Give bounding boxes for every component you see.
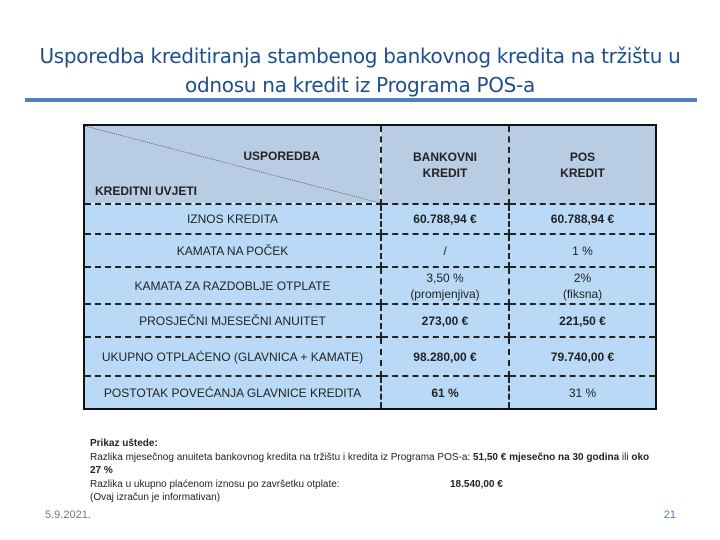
row-label: POSTOTAK POVEĆANJA GLAVNICE KREDITA xyxy=(84,376,381,409)
pos-value: 31 % xyxy=(509,376,656,409)
header-bank-credit: BANKOVNI KREDIT xyxy=(381,125,509,204)
table-row xyxy=(84,234,656,267)
table-row xyxy=(84,304,656,337)
pos-value: 1 % xyxy=(509,234,656,267)
corner-top-label: USPOREDBA xyxy=(243,149,320,163)
row-label: KAMATA NA POČEK xyxy=(84,234,381,267)
comparison-table xyxy=(83,124,657,410)
bank-value: 98.280,00 € xyxy=(381,337,509,376)
row-label: KAMATA ZA RAZDOBLJE OTPLATE xyxy=(84,267,381,304)
row-label: UKUPNO OTPLAĆENO (GLAVNICA + KAMATE) xyxy=(84,337,381,376)
savings-notes xyxy=(90,437,650,505)
bank-value: 273,00 € xyxy=(381,304,509,337)
total-difference: 18.540,00 € xyxy=(450,478,503,490)
pos-value: 2% (fiksna) xyxy=(509,267,656,304)
notes-line-2: Razlika u ukupno plaćenom iznosu po završetku otplate: 18.540,00 € xyxy=(90,478,503,490)
bank-value: / xyxy=(381,234,509,267)
slide-title: Usporedba kreditiranja stambenog bankovnog kredita na tržištu u odnosu na kredit iz Programa POS-a xyxy=(39,44,681,97)
slide-date: 5.9.2021. xyxy=(45,509,91,521)
table-row xyxy=(84,204,656,234)
pos-value: 79.740,00 € xyxy=(509,337,656,376)
notes-line-3: (Ovaj izračun je informativan) xyxy=(90,492,221,503)
row-label: PROSJEČNI MJESEČNI ANUITET xyxy=(84,304,381,337)
header-pos-credit: POS KREDIT xyxy=(509,125,656,204)
table-row xyxy=(84,376,656,409)
bank-value: 60.788,94 € xyxy=(381,204,509,234)
page-number: 21 xyxy=(663,509,676,521)
bank-value: 3,50 % (promjenjiva) xyxy=(381,267,509,304)
pos-value: 221,50 € xyxy=(509,304,656,337)
corner-bottom-label: KREDITNI UVJETI xyxy=(95,184,198,198)
row-label: IZNOS KREDITA xyxy=(84,204,381,234)
notes-line-1: Razlika mjesečnog anuiteta bankovnog kredita na tržištu i kredita iz Programa POS-a: 51,50 € mjesečno na 30 godina ili oko 27 % xyxy=(90,451,650,476)
table-row xyxy=(84,267,656,304)
notes-heading: Prikaz uštede: xyxy=(90,438,158,449)
bank-value: 61 % xyxy=(381,376,509,409)
corner-cell xyxy=(84,125,381,204)
title-divider xyxy=(25,98,697,102)
pos-value: 60.788,94 € xyxy=(509,204,656,234)
table-header-row xyxy=(84,125,656,204)
table-row xyxy=(84,337,656,376)
